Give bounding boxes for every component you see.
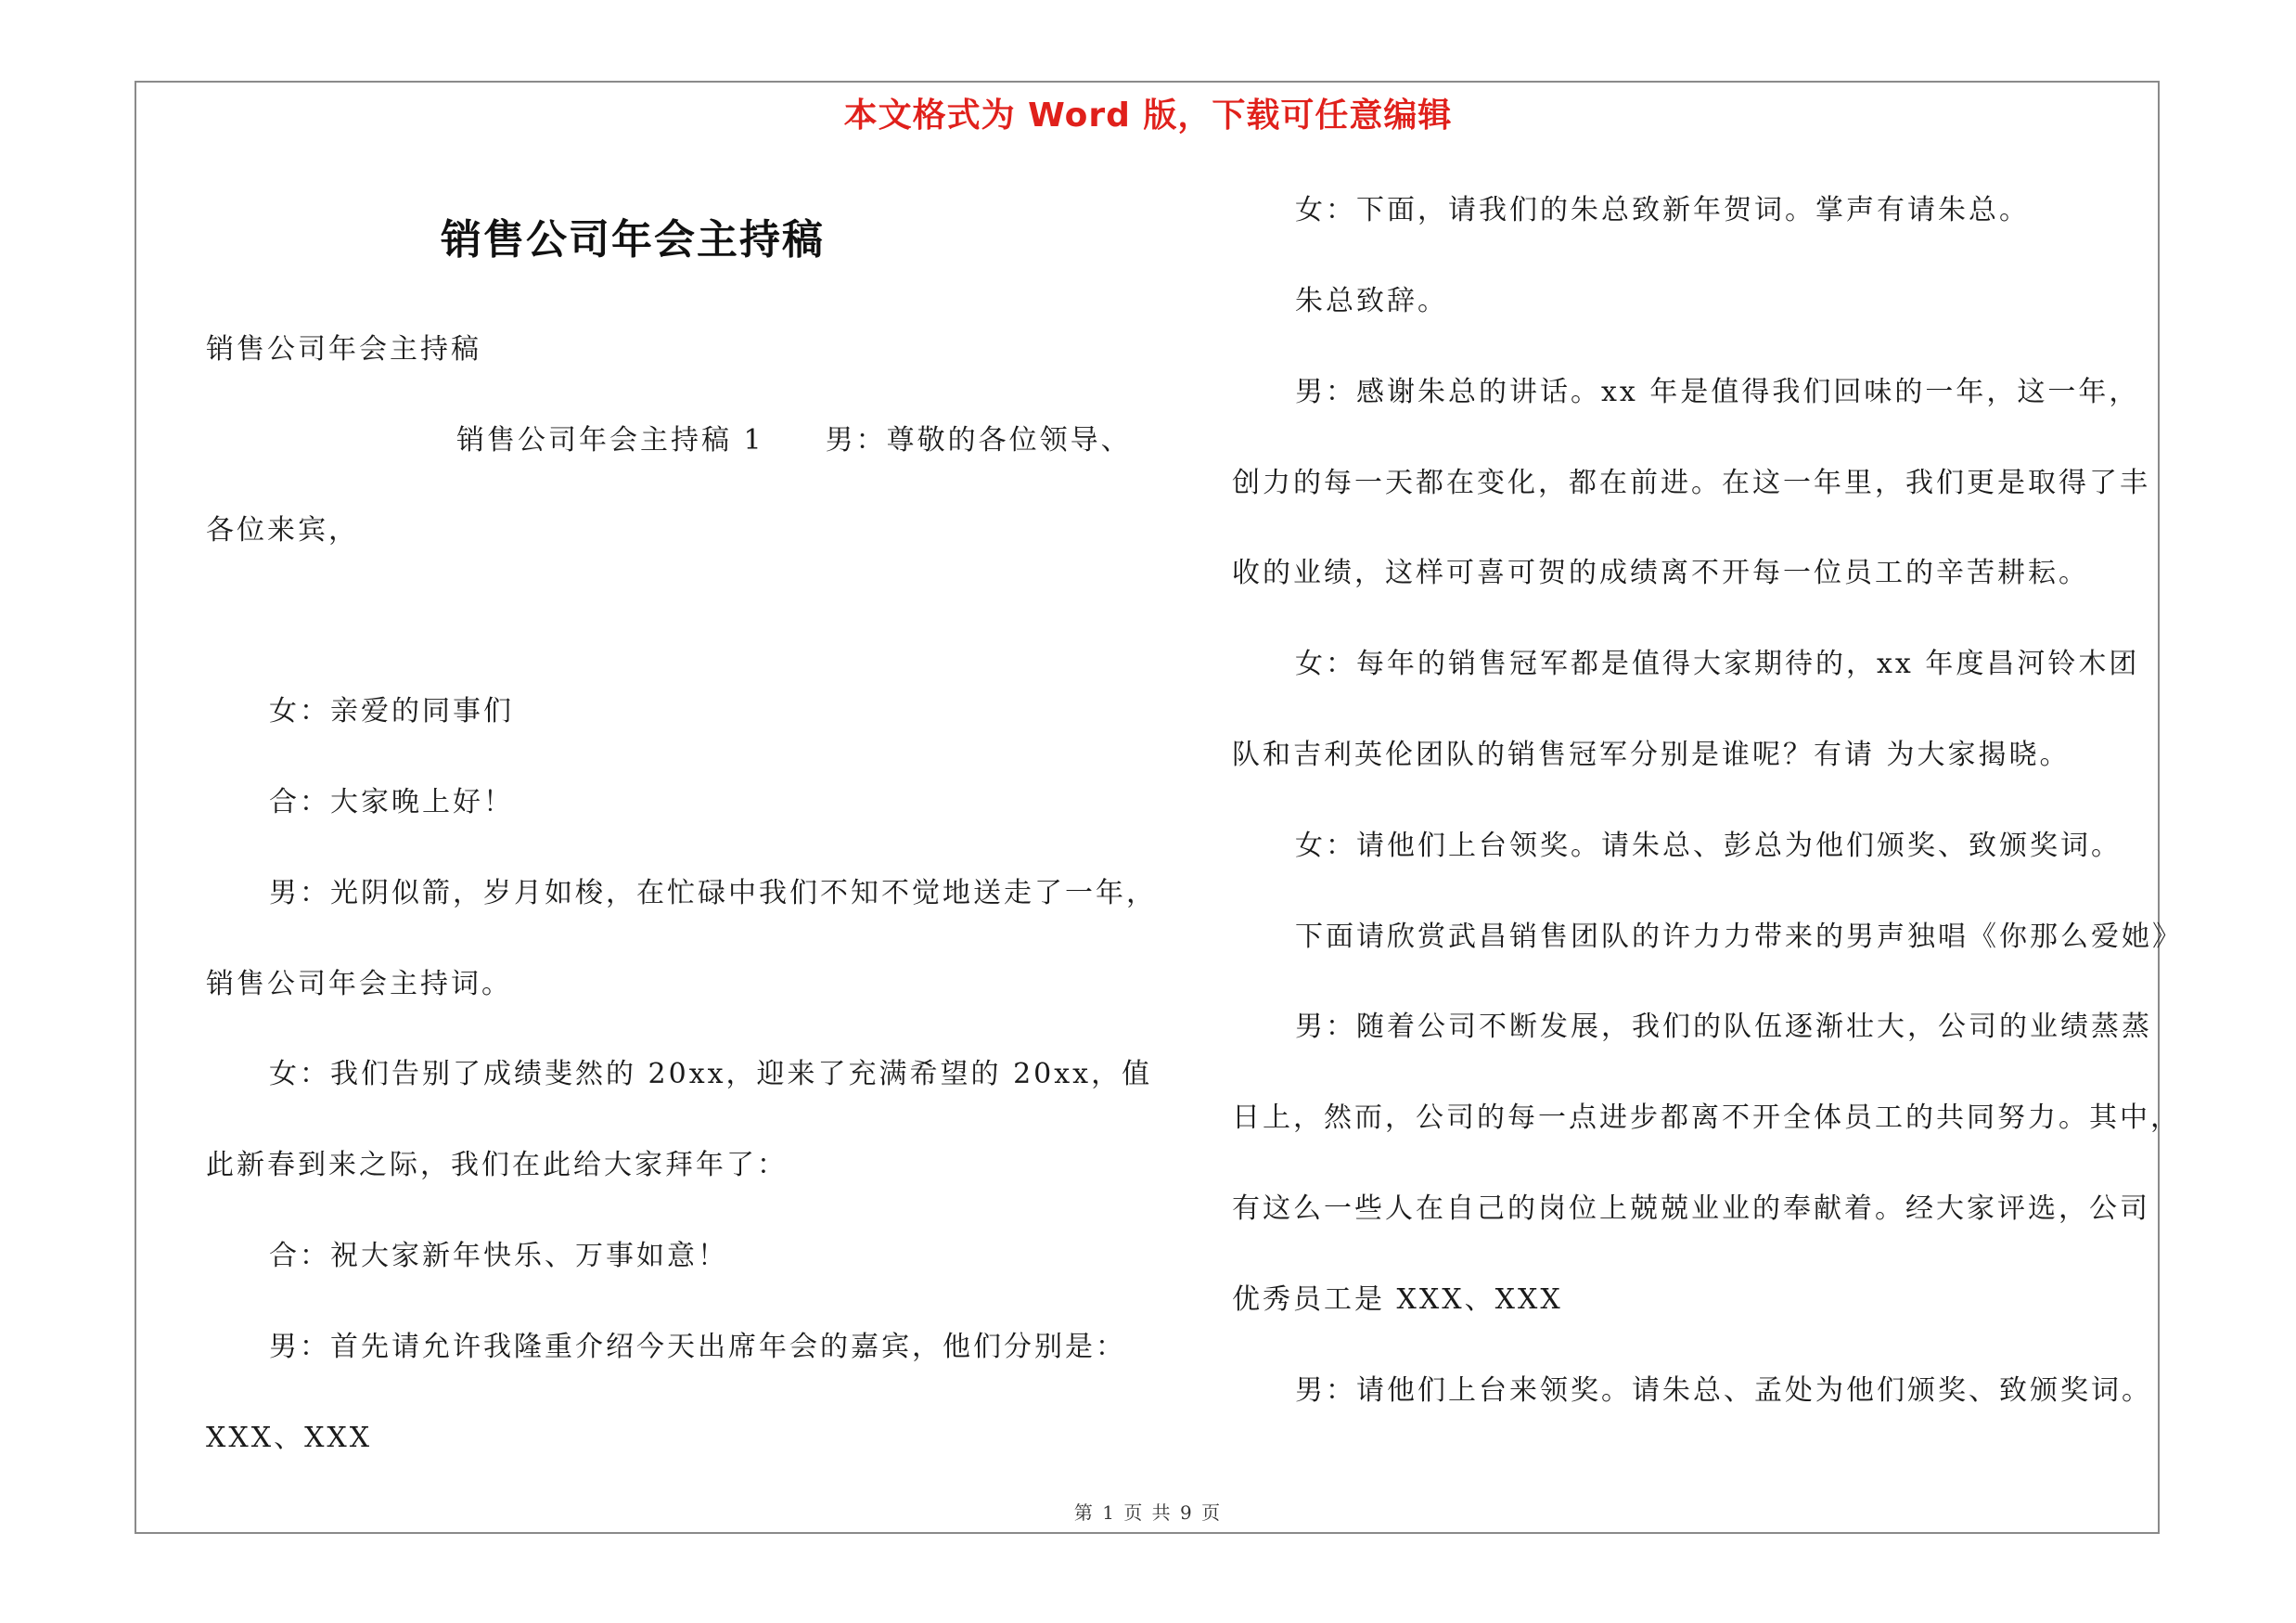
paragraph-line: 女：我们告别了成绩斐然的 20xx，迎来了充满希望的 20xx，值 — [269, 1058, 1153, 1090]
paragraph-line: 合：大家晚上好！ — [269, 786, 514, 818]
paragraph-line: 收的业绩，这样可喜可贺的成绩离不开每一位员工的辛苦耕耘。 — [1232, 557, 2089, 589]
paragraph-line: 有这么一些人在自己的岗位上兢兢业业的奉献着。经大家评选，公司 — [1232, 1192, 2150, 1225]
paragraph-line: 合：祝大家新年快乐、万事如意！ — [269, 1240, 728, 1272]
paragraph-line: XXX、XXX — [206, 1422, 373, 1454]
paragraph-line: 创力的每一天都在变化，都在前进。在这一年里，我们更是取得了丰 — [1232, 467, 2150, 499]
page-number-footer: 第 1 页 共 9 页 — [1073, 1501, 1223, 1524]
paragraph-line: 女：亲爱的同事们 — [269, 695, 514, 728]
paragraph-line: 优秀员工是 XXX、XXX — [1232, 1283, 1563, 1316]
paragraph-line: 日上，然而，公司的每一点进步都离不开全体员工的共同努力。其中， — [1232, 1101, 2181, 1134]
paragraph-line: 销售公司年会主持词。 — [206, 968, 512, 1000]
paragraph-line: 销售公司年会主持稿 — [206, 333, 481, 366]
paragraph-line: 男：首先请允许我隆重介绍今天出席年会的嘉宾，他们分别是： — [269, 1331, 1126, 1363]
paragraph-line: 朱总致辞。 — [1295, 285, 1448, 317]
paragraph-line: 男：随着公司不断发展，我们的队伍逐渐壮大，公司的业绩蒸蒸 — [1295, 1011, 2152, 1043]
format-banner: 本文格式为 Word 版，下载可任意编辑 — [843, 97, 1453, 135]
paragraph-line: 此新春到来之际，我们在此给大家拜年了： — [206, 1149, 788, 1181]
paragraph-line: 各位来宾， — [206, 514, 359, 547]
paragraph-line: 男：感谢朱总的讲话。xx 年是值得我们回味的一年，这一年， — [1295, 376, 2140, 408]
paragraph-line: 男：请他们上台来领奖。请朱总、孟处为他们颁奖、致颁奖词。 — [1295, 1374, 2152, 1407]
paragraph-line: 销售公司年会主持稿 1 男：尊敬的各位领导、 — [456, 424, 1132, 457]
paragraph-line: 女：下面，请我们的朱总致新年贺词。掌声有请朱总。 — [1295, 194, 2030, 226]
paragraph-line: 下面请欣赏武昌销售团队的许力力带来的男声独唱《你那么爱她》 — [1295, 921, 2183, 953]
document-title: 销售公司年会主持稿 — [441, 216, 825, 264]
paragraph-line: 女：请他们上台领奖。请朱总、彭总为他们颁奖、致颁奖词。 — [1295, 830, 2122, 862]
paragraph-line: 男：光阴似箭，岁月如梭，在忙碌中我们不知不觉地送走了一年， — [269, 877, 1157, 909]
paragraph-line: 女：每年的销售冠军都是值得大家期待的，xx 年度昌河铃木团 — [1295, 648, 2140, 680]
paragraph-line: 队和吉利英伦团队的销售冠军分别是谁呢？有请 为大家揭晓。 — [1232, 739, 2071, 771]
